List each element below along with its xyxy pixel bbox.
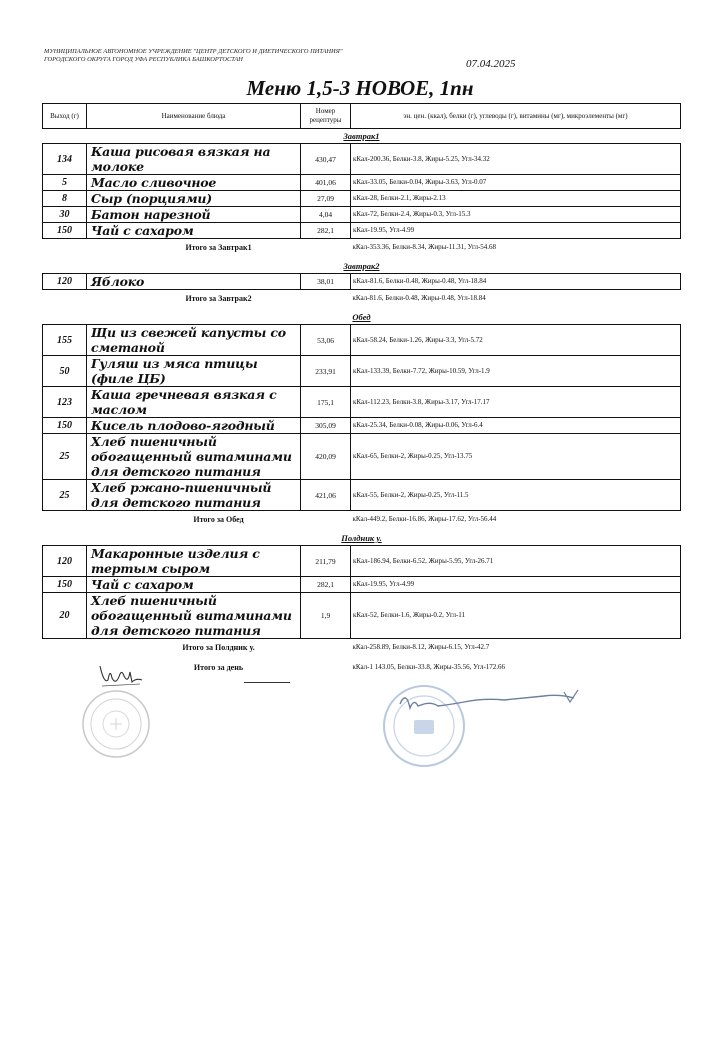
dish-output: 150 <box>43 418 87 434</box>
section-total-value: кКал-449.2, Белки-16.86, Жиры-17.62, Угл-56.44 <box>352 514 497 523</box>
dish-name: Хлеб пшеничный обогащенный витаминами для детского питания <box>87 593 301 639</box>
dish-recipe-number: 305,09 <box>301 418 351 434</box>
dish-recipe-number: 38,01 <box>301 274 351 290</box>
signature-left <box>96 660 146 690</box>
section-total-label: Итого за Завтрак2 <box>185 293 252 303</box>
dish-output: 25 <box>43 434 87 480</box>
column-header-name: Наименование блюда <box>87 104 301 129</box>
section-title: Обед <box>352 312 371 322</box>
dish-row <box>43 223 681 239</box>
section-total-row <box>43 239 681 256</box>
dish-row <box>43 577 681 593</box>
dish-nutrition: кКал-81.6, Белки-0.48, Жиры-0.48, Угл-18.84 <box>351 274 681 290</box>
dish-output: 5 <box>43 175 87 191</box>
dish-row <box>43 546 681 577</box>
dish-nutrition: кКал-72, Белки-2.4, Жиры-0.3, Угл-15.3 <box>351 207 681 223</box>
section-title: Завтрак1 <box>343 131 380 141</box>
section-total-row <box>43 639 681 656</box>
stamp-left <box>80 688 152 760</box>
dish-name: Сыр (порциями) <box>87 191 301 207</box>
stamp-right <box>374 668 594 778</box>
section-header-row <box>43 259 681 274</box>
section-title: Полдник у. <box>341 533 382 543</box>
dish-name: Хлеб пшеничный обогащенный витаминами для детского питания <box>87 434 301 480</box>
dish-name: Кисель плодово-ягодный <box>87 418 301 434</box>
dish-name: Батон нарезной <box>87 207 301 223</box>
dish-row <box>43 434 681 480</box>
dish-nutrition: кКал-65, Белки-2, Жиры-0.25, Угл-13.75 <box>351 434 681 480</box>
dish-name: Щи из свежей капусты со сметаной <box>87 325 301 356</box>
dish-row <box>43 144 681 175</box>
dish-nutrition: кКал-28, Белки-2.1, Жиры-2.13 <box>351 191 681 207</box>
day-total-label: Итого за день <box>193 662 244 672</box>
table-header-row <box>43 104 681 129</box>
dish-nutrition: кКал-112.23, Белки-3.8, Жиры-3.17, Угл-17.17 <box>351 387 681 418</box>
column-header-output: Выход (г) <box>43 104 87 129</box>
dish-row <box>43 418 681 434</box>
dish-recipe-number: 430,47 <box>301 144 351 175</box>
dish-recipe-number: 4,04 <box>301 207 351 223</box>
section-header-row <box>43 129 681 144</box>
dish-output: 155 <box>43 325 87 356</box>
dish-recipe-number: 1,9 <box>301 593 351 639</box>
dish-recipe-number: 282,1 <box>301 577 351 593</box>
dish-row <box>43 207 681 223</box>
dish-recipe-number: 421,06 <box>301 480 351 511</box>
dish-row <box>43 356 681 387</box>
dish-row <box>43 274 681 290</box>
section-total-row <box>43 511 681 528</box>
signature-line <box>244 682 290 683</box>
dish-output: 8 <box>43 191 87 207</box>
section-title: Завтрак2 <box>343 261 380 271</box>
dish-output: 20 <box>43 593 87 639</box>
dish-row <box>43 593 681 639</box>
dish-recipe-number: 53,06 <box>301 325 351 356</box>
dish-name: Каша рисовая вязкая на молоке <box>87 144 301 175</box>
section-total-label: Итого за Полдник у. <box>182 642 255 652</box>
dish-nutrition: кКал-58.24, Белки-1.26, Жиры-3.3, Угл-5.72 <box>351 325 681 356</box>
dish-recipe-number: 420,09 <box>301 434 351 480</box>
dish-recipe-number: 282,1 <box>301 223 351 239</box>
menu-date: 07.04.2025 <box>466 58 516 70</box>
dish-nutrition: кКал-19.95, Угл-4.99 <box>351 223 681 239</box>
dish-nutrition: кКал-200.36, Белки-3.8, Жиры-5.25, Угл-34.32 <box>351 144 681 175</box>
section-header-row <box>43 531 681 546</box>
dish-output: 134 <box>43 144 87 175</box>
dish-row <box>43 480 681 511</box>
organization-name: МУНИЦИПАЛЬНОЕ АВТОНОМНОЕ УЧРЕЖДЕНИЕ "ЦЕНТР ДЕТСКОГО И ДИЕТИЧЕСКОГО ПИТАНИЯ" ГОРОДСКОГО ОКРУГА ГОРОД УФА РЕСПУБЛИКА БАШКОРТОСТАН <box>44 48 343 63</box>
section-total-value: кКал-258.89, Белки-8.12, Жиры-6.15, Угл-42.7 <box>352 642 490 651</box>
section-total-value: кКал-81.6, Белки-0.48, Жиры-0.48, Угл-18.84 <box>352 293 486 302</box>
dish-nutrition: кКал-186.94, Белки-6.52, Жиры-5.95, Угл-26.71 <box>351 546 681 577</box>
dish-name: Яблоко <box>87 274 301 290</box>
dish-row <box>43 387 681 418</box>
dish-recipe-number: 401,06 <box>301 175 351 191</box>
dish-name: Чай с сахаром <box>87 223 301 239</box>
dish-name: Чай с сахаром <box>87 577 301 593</box>
column-header-nutrition: эн. цен. (ккал), белки (г), углеводы (г), витамины (мг), микроэлементы (мг) <box>351 104 681 129</box>
dish-output: 123 <box>43 387 87 418</box>
menu-body <box>43 129 681 676</box>
dish-nutrition: кКал-55, Белки-2, Жиры-0.25, Угл-11.5 <box>351 480 681 511</box>
dish-nutrition: кКал-33.05, Белки-0.04, Жиры-3.63, Угл-0.07 <box>351 175 681 191</box>
dish-name: Каша гречневая вязкая с маслом <box>87 387 301 418</box>
dish-recipe-number: 211,79 <box>301 546 351 577</box>
dish-recipe-number: 175,1 <box>301 387 351 418</box>
section-total-value: кКал-353.36, Белки-8.34, Жиры-11.31, Угл-54.68 <box>352 242 497 251</box>
dish-output: 150 <box>43 223 87 239</box>
dish-recipe-number: 27,09 <box>301 191 351 207</box>
dish-name: Хлеб ржано-пшеничный для детского питания <box>87 480 301 511</box>
column-header-recipe: Номер рецептуры <box>301 104 351 129</box>
dish-nutrition: кКал-19.95, Угл-4.99 <box>351 577 681 593</box>
dish-output: 120 <box>43 546 87 577</box>
section-header-row <box>43 310 681 325</box>
dish-output: 120 <box>43 274 87 290</box>
dish-row <box>43 325 681 356</box>
section-total-label: Итого за Завтрак1 <box>185 242 252 252</box>
dish-name: Гуляш из мяса птицы (филе ЦБ) <box>87 356 301 387</box>
page-title: Меню 1,5-3 НОВОЕ, 1пн <box>246 76 474 100</box>
day-total-value: кКал-1 143.05, Белки-33.8, Жиры-35.56, Угл-172.66 <box>352 662 506 671</box>
dish-output: 150 <box>43 577 87 593</box>
dish-output: 50 <box>43 356 87 387</box>
dish-row <box>43 191 681 207</box>
dish-nutrition: кКал-52, Белки-1.6, Жиры-0.2, Угл-11 <box>351 593 681 639</box>
dish-nutrition: кКал-133.39, Белки-7.72, Жиры-10.59, Угл-1.9 <box>351 356 681 387</box>
dish-nutrition: кКал-25.34, Белки-0.08, Жиры-0.06, Угл-6.4 <box>351 418 681 434</box>
section-total-row <box>43 290 681 307</box>
section-total-label: Итого за Обед <box>193 514 244 524</box>
dish-name: Масло сливочное <box>87 175 301 191</box>
dish-output: 25 <box>43 480 87 511</box>
dish-recipe-number: 233,91 <box>301 356 351 387</box>
menu-table <box>42 103 681 675</box>
dish-row <box>43 175 681 191</box>
dish-output: 30 <box>43 207 87 223</box>
dish-name: Макаронные изделия с тертым сыром <box>87 546 301 577</box>
